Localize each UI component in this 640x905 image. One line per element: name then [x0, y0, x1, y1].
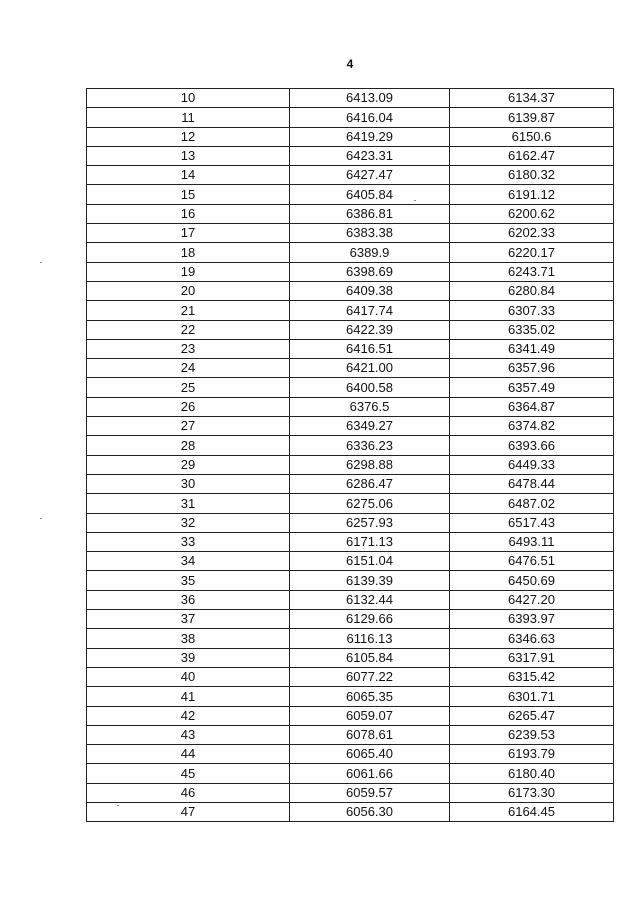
- value-b-cell: 6220.17: [450, 243, 614, 262]
- row-index-cell: 42: [87, 706, 290, 725]
- table-row: [87, 204, 614, 223]
- value-b-cell: 6393.97: [450, 610, 614, 629]
- row-index-cell: 38: [87, 629, 290, 648]
- row-index-cell: 22: [87, 320, 290, 339]
- value-a-cell: 6132.44: [290, 590, 450, 609]
- row-index-cell: 11: [87, 108, 290, 127]
- value-b-cell: 6243.71: [450, 262, 614, 281]
- value-a-cell: 6061.66: [290, 764, 450, 783]
- table-row: [87, 281, 614, 300]
- value-b-cell: 6164.45: [450, 802, 614, 821]
- value-b-cell: 6393.66: [450, 436, 614, 455]
- value-b-cell: 6487.02: [450, 494, 614, 513]
- table-row: [87, 648, 614, 667]
- row-index-cell: 12: [87, 127, 290, 146]
- row-index-cell: 20: [87, 281, 290, 300]
- table-row: [87, 108, 614, 127]
- value-a-cell: 6386.81: [290, 204, 450, 223]
- table-row: [87, 494, 614, 513]
- value-b-cell: 6134.37: [450, 89, 614, 108]
- value-a-cell: 6423.31: [290, 146, 450, 165]
- table-row: [87, 590, 614, 609]
- value-a-cell: 6078.61: [290, 725, 450, 744]
- row-index-cell: 23: [87, 339, 290, 358]
- table-row: [87, 378, 614, 397]
- value-a-cell: 6056.30: [290, 802, 450, 821]
- value-b-cell: 6357.49: [450, 378, 614, 397]
- value-b-cell: 6517.43: [450, 513, 614, 532]
- value-a-cell: 6065.40: [290, 745, 450, 764]
- value-b-cell: 6191.12: [450, 185, 614, 204]
- value-b-cell: 6193.79: [450, 745, 614, 764]
- value-a-cell: 6383.38: [290, 224, 450, 243]
- value-b-cell: 6307.33: [450, 301, 614, 320]
- table-row: [87, 417, 614, 436]
- table-row: [87, 320, 614, 339]
- value-b-cell: 6180.40: [450, 764, 614, 783]
- table-row: [87, 802, 614, 821]
- row-index-cell: 44: [87, 745, 290, 764]
- row-index-cell: 32: [87, 513, 290, 532]
- value-b-cell: 6341.49: [450, 339, 614, 358]
- value-a-cell: 6421.00: [290, 359, 450, 378]
- value-a-cell: 6151.04: [290, 552, 450, 571]
- table-row: [87, 687, 614, 706]
- value-b-cell: 6478.44: [450, 474, 614, 493]
- table-row: [87, 185, 614, 204]
- row-index-cell: 30: [87, 474, 290, 493]
- scan-speck: [117, 805, 119, 806]
- table-row: [87, 89, 614, 108]
- table-row: [87, 339, 614, 358]
- value-b-cell: 6162.47: [450, 146, 614, 165]
- table-row: [87, 397, 614, 416]
- value-b-cell: 6427.20: [450, 590, 614, 609]
- row-index-cell: 31: [87, 494, 290, 513]
- value-b-cell: 6335.02: [450, 320, 614, 339]
- row-index-cell: 16: [87, 204, 290, 223]
- row-index-cell: 17: [87, 224, 290, 243]
- value-b-cell: 6449.33: [450, 455, 614, 474]
- row-index-cell: 27: [87, 417, 290, 436]
- table-row: [87, 359, 614, 378]
- page-number: 4: [346, 57, 354, 71]
- value-a-cell: 6059.57: [290, 783, 450, 802]
- row-index-cell: 26: [87, 397, 290, 416]
- value-b-cell: 6202.33: [450, 224, 614, 243]
- value-b-cell: 6364.87: [450, 397, 614, 416]
- value-b-cell: 6265.47: [450, 706, 614, 725]
- table-row: [87, 127, 614, 146]
- row-index-cell: 46: [87, 783, 290, 802]
- scan-speck: [40, 518, 42, 519]
- value-b-cell: 6239.53: [450, 725, 614, 744]
- value-b-cell: 6493.11: [450, 532, 614, 551]
- value-b-cell: 6301.71: [450, 687, 614, 706]
- row-index-cell: 45: [87, 764, 290, 783]
- value-a-cell: 6419.29: [290, 127, 450, 146]
- value-b-cell: 6476.51: [450, 552, 614, 571]
- value-a-cell: 6116.13: [290, 629, 450, 648]
- table-row: [87, 706, 614, 725]
- value-a-cell: 6129.66: [290, 610, 450, 629]
- row-index-cell: 19: [87, 262, 290, 281]
- value-b-cell: 6450.69: [450, 571, 614, 590]
- value-b-cell: 6180.32: [450, 166, 614, 185]
- table-row: [87, 474, 614, 493]
- row-index-cell: 18: [87, 243, 290, 262]
- table-row: [87, 552, 614, 571]
- table-row: [87, 436, 614, 455]
- table-row: [87, 166, 614, 185]
- scan-speck: [40, 262, 42, 263]
- value-a-cell: 6416.51: [290, 339, 450, 358]
- table-row: [87, 455, 614, 474]
- table-row: [87, 783, 614, 802]
- scan-speck: [414, 200, 416, 201]
- value-a-cell: 6400.58: [290, 378, 450, 397]
- value-a-cell: 6286.47: [290, 474, 450, 493]
- row-index-cell: 25: [87, 378, 290, 397]
- row-index-cell: 14: [87, 166, 290, 185]
- value-a-cell: 6171.13: [290, 532, 450, 551]
- table-row: [87, 725, 614, 744]
- value-a-cell: 6275.06: [290, 494, 450, 513]
- value-a-cell: 6376.5: [290, 397, 450, 416]
- value-a-cell: 6298.88: [290, 455, 450, 474]
- value-a-cell: 6417.74: [290, 301, 450, 320]
- value-a-cell: 6077.22: [290, 667, 450, 686]
- value-a-cell: 6409.38: [290, 281, 450, 300]
- value-b-cell: 6200.62: [450, 204, 614, 223]
- value-b-cell: 6173.30: [450, 783, 614, 802]
- table-row: [87, 571, 614, 590]
- row-index-cell: 24: [87, 359, 290, 378]
- table-row: [87, 764, 614, 783]
- value-a-cell: 6413.09: [290, 89, 450, 108]
- value-b-cell: 6315.42: [450, 667, 614, 686]
- row-index-cell: 39: [87, 648, 290, 667]
- row-index-cell: 35: [87, 571, 290, 590]
- table-row: [87, 513, 614, 532]
- value-a-cell: 6065.35: [290, 687, 450, 706]
- table-body: [87, 89, 614, 822]
- row-index-cell: 29: [87, 455, 290, 474]
- data-table: [86, 88, 614, 822]
- table-row: [87, 146, 614, 165]
- value-a-cell: 6257.93: [290, 513, 450, 532]
- table-row: [87, 301, 614, 320]
- value-b-cell: 6139.87: [450, 108, 614, 127]
- row-index-cell: 21: [87, 301, 290, 320]
- value-b-cell: 6374.82: [450, 417, 614, 436]
- value-a-cell: 6336.23: [290, 436, 450, 455]
- row-index-cell: 33: [87, 532, 290, 551]
- table-row: [87, 610, 614, 629]
- value-b-cell: 6317.91: [450, 648, 614, 667]
- table-row: [87, 224, 614, 243]
- value-a-cell: 6422.39: [290, 320, 450, 339]
- row-index-cell: 41: [87, 687, 290, 706]
- value-a-cell: 6398.69: [290, 262, 450, 281]
- value-a-cell: 6349.27: [290, 417, 450, 436]
- value-b-cell: 6150.6: [450, 127, 614, 146]
- value-a-cell: 6427.47: [290, 166, 450, 185]
- value-b-cell: 6357.96: [450, 359, 614, 378]
- row-index-cell: 10: [87, 89, 290, 108]
- row-index-cell: 36: [87, 590, 290, 609]
- row-index-cell: 40: [87, 667, 290, 686]
- table-row: [87, 532, 614, 551]
- value-a-cell: 6416.04: [290, 108, 450, 127]
- value-a-cell: 6105.84: [290, 648, 450, 667]
- table-row: [87, 262, 614, 281]
- value-b-cell: 6280.84: [450, 281, 614, 300]
- row-index-cell: 43: [87, 725, 290, 744]
- row-index-cell: 13: [87, 146, 290, 165]
- table-row: [87, 745, 614, 764]
- value-a-cell: 6139.39: [290, 571, 450, 590]
- row-index-cell: 37: [87, 610, 290, 629]
- value-b-cell: 6346.63: [450, 629, 614, 648]
- row-index-cell: 28: [87, 436, 290, 455]
- row-index-cell: 34: [87, 552, 290, 571]
- table-row: [87, 667, 614, 686]
- value-a-cell: 6405.84: [290, 185, 450, 204]
- row-index-cell: 15: [87, 185, 290, 204]
- value-a-cell: 6389.9: [290, 243, 450, 262]
- row-index-cell: 47: [87, 802, 290, 821]
- value-a-cell: 6059.07: [290, 706, 450, 725]
- table-row: [87, 629, 614, 648]
- table-row: [87, 243, 614, 262]
